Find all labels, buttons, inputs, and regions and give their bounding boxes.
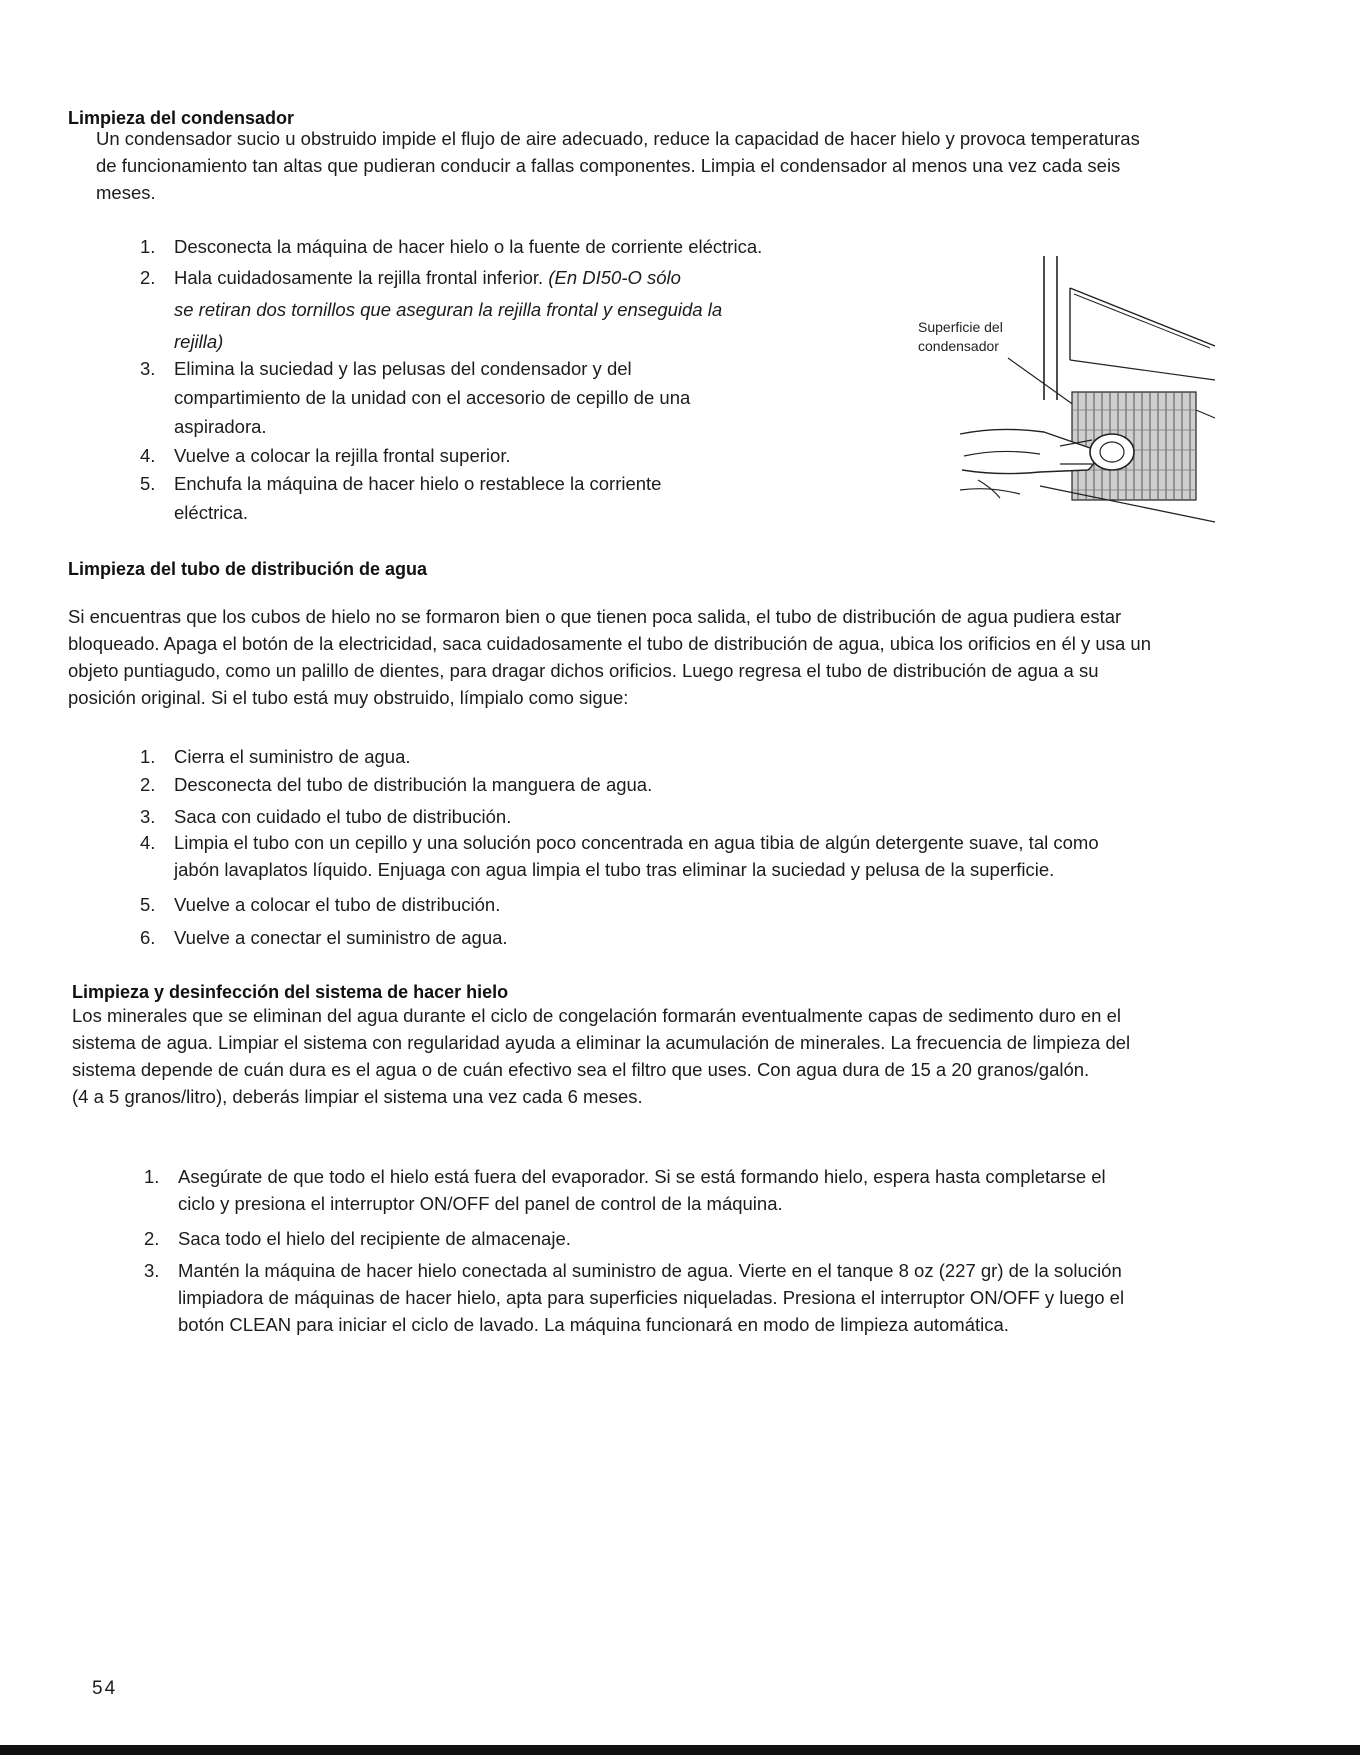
condenser-illustration (940, 250, 1230, 530)
list-text: Cierra el suministro de agua. (174, 746, 411, 767)
list-text-line: aspiradora. (174, 416, 267, 437)
section1-intro (96, 125, 1140, 206)
figure-caption-line: Superficie del (918, 319, 1003, 335)
list-text-italic: (En DI50-O sólo (548, 267, 681, 288)
list-text-line: Asegúrate de que todo el hielo está fuera del evaporador. Si se está formando hielo, espera hasta completarse el (178, 1166, 1106, 1187)
intro-line: sistema depende de cuán dura es el agua o de cuán efectivo sea el filtro que uses. Con agua dura de 15 a 20 granos/galón. (72, 1059, 1090, 1080)
list-text-line: Mantén la máquina de hacer hielo conectada al suministro de agua. Vierte en el tanque 8 oz (227 gr) de la solución (178, 1260, 1122, 1281)
bottom-border (0, 1745, 1360, 1755)
list-text: Vuelve a colocar la rejilla frontal superior. (174, 445, 511, 466)
list-number: 1. (140, 236, 156, 257)
list-text: Vuelve a conectar el suministro de agua. (174, 927, 508, 948)
list-number: 2. (140, 774, 156, 795)
list-text-line: jabón lavaplatos líquido. Enjuaga con agua limpia el tubo tras eliminar la suciedad y pelusa de la superficie. (174, 859, 1055, 880)
section2-intro (68, 603, 1151, 711)
list-number: 2. (140, 267, 156, 288)
intro-line: de funcionamiento tan altas que pudieran conducir a fallas componentes. Limpia el condensador al menos una vez cada seis (96, 155, 1121, 176)
list-text: Saca todo el hielo del recipiente de almacenaje. (178, 1228, 571, 1249)
intro-line: objeto puntiagudo, como un palillo de dientes, para dragar dichos orificios. Luego regresa el tubo de distribución de agua a su (68, 660, 1099, 681)
list-text-line: ciclo y presiona el interruptor ON/OFF del panel de control de la máquina. (178, 1193, 783, 1214)
intro-line: bloqueado. Apaga el botón de la electricidad, saca cuidadosamente el tubo de distribución de agua, ubica los orificios en él y usa un (68, 633, 1151, 654)
list-text (178, 1257, 1124, 1338)
list-number: 2. (144, 1228, 160, 1249)
intro-line: Si encuentras que los cubos de hielo no se formaron bien o que tienen poca salida, el tubo de distribución de agua pudiera estar (68, 606, 1122, 627)
intro-line: sistema de agua. Limpiar el sistema con regularidad ayuda a eliminar la acumulación de minerales. La frecuencia de limpieza del (72, 1032, 1131, 1053)
list-text: Desconecta la máquina de hacer hielo o la fuente de corriente eléctrica. (174, 236, 763, 257)
list-number: 4. (140, 445, 156, 466)
list-text (174, 829, 1099, 883)
list-text: Vuelve a colocar el tubo de distribución. (174, 894, 501, 915)
figure-caption-line: condensador (918, 338, 999, 354)
section-title-tubo: Limpieza del tubo de distribución de agua (68, 559, 428, 579)
list-number: 5. (140, 894, 156, 915)
page-number: 54 (92, 1678, 118, 1699)
list-text-line: eléctrica. (174, 502, 249, 523)
intro-line: Los minerales que se eliminan del agua durante el ciclo de congelación formarán eventualmente capas de sedimento duro en el (72, 1005, 1121, 1026)
list-number: 3. (144, 1260, 160, 1281)
list-number: 6. (140, 927, 156, 948)
list-number: 3. (140, 806, 156, 827)
list-text-line: Enchufa la máquina de hacer hielo o restablece la corriente (174, 473, 662, 494)
section-title-desinfeccion: Limpieza y desinfección del sistema de hacer hielo (72, 982, 509, 1002)
list-text-line: botón CLEAN para iniciar el ciclo de lavado. La máquina funcionará en modo de limpieza automática. (178, 1314, 1009, 1335)
list-text-line: limpiadora de máquinas de hacer hielo, apta para superficies niqueladas. Presiona el interruptor ON/OFF y luego el (178, 1287, 1125, 1308)
section-title-condensador: Limpieza del condensador (68, 108, 295, 128)
intro-line: (4 a 5 granos/litro), deberás limpiar el sistema una vez cada 6 meses. (72, 1086, 643, 1107)
intro-line: Un condensador sucio u obstruido impide el flujo de aire adecuado, reduce la capacidad de hacer hielo y provoca temperaturas (96, 128, 1140, 149)
intro-line: posición original. Si el tubo está muy obstruido, límpialo como sigue: (68, 687, 629, 708)
list-text-line: Elimina la suciedad y las pelusas del condensador y del (174, 358, 632, 379)
list-number: 4. (140, 832, 156, 853)
list-text-italic: rejilla) (174, 331, 224, 352)
list-number: 3. (140, 358, 156, 379)
list-text (174, 355, 690, 440)
list-number: 5. (140, 473, 156, 494)
section3-intro (72, 1002, 1130, 1110)
list-number: 1. (140, 746, 156, 767)
list-text: Desconecta del tubo de distribución la manguera de agua. (174, 774, 653, 795)
intro-line: meses. (96, 182, 156, 203)
list-text (174, 264, 722, 355)
list-text-italic: se retiran dos tornillos que aseguran la rejilla frontal y enseguida la (174, 299, 723, 320)
list-text-line: compartimiento de la unidad con el accesorio de cepillo de una (174, 387, 691, 408)
list-text (178, 1163, 1106, 1217)
list-text (174, 470, 661, 526)
list-text: Saca con cuidado el tubo de distribución. (174, 806, 512, 827)
list-number: 1. (144, 1166, 160, 1187)
list-text-line: Limpia el tubo con un cepillo y una solución poco concentrada en agua tibia de algún detergente suave, tal como (174, 832, 1099, 853)
list-text-line: Hala cuidadosamente la rejilla frontal inferior. (174, 267, 549, 288)
